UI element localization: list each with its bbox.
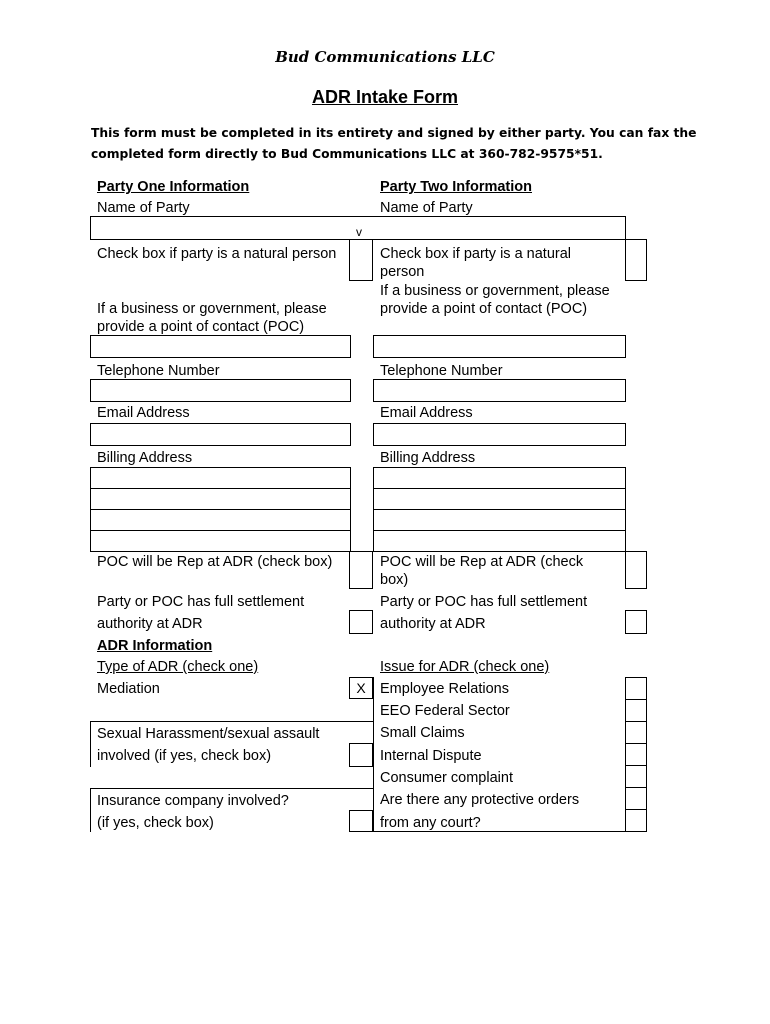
party-two-billing-label: Billing Address <box>380 450 476 466</box>
harassment-label-1: Sexual Harassment/sexual assault <box>97 726 320 742</box>
party-two-poc-field[interactable] <box>373 335 626 358</box>
party-one-email-label: Email Address <box>97 405 190 421</box>
party-one-settlement-label-2: authority at ADR <box>97 616 203 632</box>
insurance-top-rule <box>90 788 373 789</box>
issue-employee-relations: Employee Relations <box>380 681 509 697</box>
party-one-poc-field[interactable] <box>90 335 351 358</box>
harassment-top-rule <box>90 721 373 722</box>
party-two-email-label: Email Address <box>380 405 473 421</box>
party-one-heading: Party One Information <box>97 179 250 195</box>
issue-small-claims: Small Claims <box>380 725 465 741</box>
party-two-settlement-checkbox[interactable] <box>625 610 647 634</box>
party-one-poc-label: If a business or government, please provide a point of contact (POC) <box>97 301 327 335</box>
issue-small-claims-checkbox[interactable] <box>625 721 647 744</box>
issue-eeo-federal-sector-checkbox[interactable] <box>625 699 647 722</box>
party-two-phone-field[interactable] <box>373 379 626 402</box>
insurance-checkbox[interactable] <box>349 810 373 832</box>
billing-line <box>374 509 625 510</box>
party-one-settlement-label-1: Party or POC has full settlement <box>97 594 305 610</box>
mediation-checkbox[interactable]: X <box>349 677 373 699</box>
issue-internal-dispute: Internal Dispute <box>380 748 482 764</box>
party-one-natural-person-label: Check box if party is a natural person <box>97 246 337 262</box>
issue-internal-dispute-checkbox[interactable] <box>625 743 647 766</box>
billing-line <box>91 530 350 531</box>
party-one-phone-field[interactable] <box>90 379 351 402</box>
party-two-natural-person-checkbox[interactable] <box>625 239 647 281</box>
protective-label-2: from any court? <box>380 815 481 831</box>
issue-bottom-rule <box>373 831 647 832</box>
issue-employee-relations-checkbox[interactable] <box>625 677 647 700</box>
form-title: ADR Intake Form <box>311 87 459 107</box>
party-one-natural-person-checkbox[interactable] <box>349 239 373 281</box>
billing-line <box>91 488 350 489</box>
party-one-billing-field[interactable] <box>90 467 351 552</box>
party-two-heading: Party Two Information <box>380 179 532 195</box>
issue-eeo-federal-sector: EEO Federal Sector <box>380 703 510 719</box>
adr-type-label: Type of ADR (check one) <box>97 659 259 675</box>
party-two-phone-label: Telephone Number <box>380 363 503 379</box>
party-one-poc-rep-checkbox[interactable] <box>349 551 373 589</box>
party-two-billing-field[interactable] <box>373 467 626 552</box>
protective-orders-checkbox-2[interactable] <box>625 809 647 832</box>
party-two-settlement-label-2: authority at ADR <box>380 616 486 632</box>
party-one-email-field[interactable] <box>90 423 351 446</box>
stray-mark: v <box>356 225 362 239</box>
billing-line <box>374 530 625 531</box>
party-two-email-field[interactable] <box>373 423 626 446</box>
party-one-name-label: Name of Party <box>97 200 190 216</box>
harassment-checkbox[interactable] <box>349 743 373 767</box>
insurance-label-2: (if yes, check box) <box>97 815 214 831</box>
intro-line-2: completed form directly to Bud Communications LLC at 360-782-9575*51. <box>91 147 603 161</box>
party-one-poc-rep-label: POC will be Rep at ADR (check box) <box>97 554 333 570</box>
party-two-poc-rep-label: POC will be Rep at ADR (check box) <box>380 554 584 588</box>
party-two-settlement-label-1: Party or POC has full settlement <box>380 594 588 610</box>
party-one-settlement-checkbox[interactable] <box>349 610 373 634</box>
harassment-label-2: involved (if yes, check box) <box>97 748 272 764</box>
party-one-name-field[interactable] <box>92 218 348 238</box>
billing-line <box>91 509 350 510</box>
issue-label: Issue for ADR (check one) <box>380 659 550 675</box>
intro-line-1: This form must be completed in its entirety and signed by either party. You can fax the <box>91 126 697 140</box>
party-two-name-label: Name of Party <box>380 200 473 216</box>
party-two-poc-rep-checkbox[interactable] <box>625 551 647 589</box>
insurance-left-rule <box>90 788 91 832</box>
mediation-label: Mediation <box>97 681 160 697</box>
billing-line <box>374 488 625 489</box>
party-one-phone-label: Telephone Number <box>97 363 220 379</box>
adr-heading: ADR Information <box>97 638 213 654</box>
party-two-natural-person-label: Check box if party is a natural person <box>380 246 572 280</box>
harassment-left-rule <box>90 721 91 767</box>
issue-left-rule <box>373 677 374 832</box>
issue-consumer-complaint-checkbox[interactable] <box>625 765 647 788</box>
company-name: Bud Communications LLC <box>275 48 495 66</box>
issue-consumer-complaint: Consumer complaint <box>380 770 513 786</box>
protective-label-1: Are there any protective orders <box>380 792 580 808</box>
party-one-billing-label: Billing Address <box>97 450 193 466</box>
protective-orders-checkbox-1[interactable] <box>625 787 647 810</box>
party-two-poc-label: If a business or government, please provide a point of contact (POC) <box>380 283 610 317</box>
party-two-name-field[interactable] <box>375 218 624 238</box>
insurance-label-1: Insurance company involved? <box>97 793 289 809</box>
